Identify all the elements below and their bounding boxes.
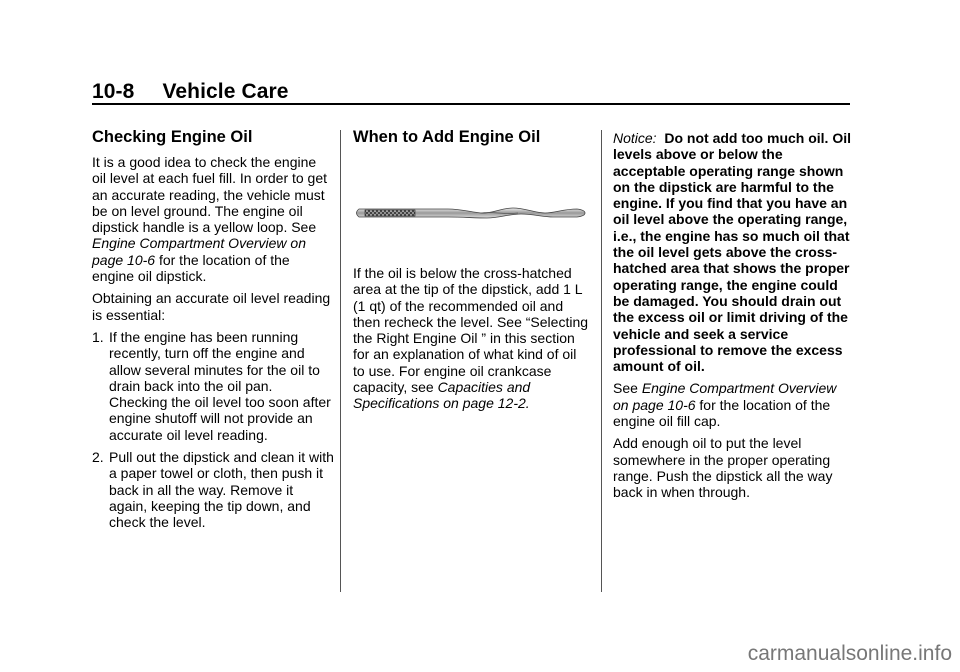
fill-cap-paragraph <box>613 380 853 429</box>
column-divider-2 <box>601 130 602 592</box>
step-text: Pull out the dipstick and clean it with a paper towel or cloth, then push it back in all the way. Remove it again, keeping the tip down, and check the level. <box>109 449 334 531</box>
column-notice <box>613 130 853 507</box>
heading-when-to-add-oil: When to Add Engine Oil <box>353 128 541 146</box>
add-oil-text: If the oil is below the cross-hatched area at the tip of the dipstick, add 1 L (1 qt) of the recommended oil and then recheck the level. See “Selecting the Right Engine Oil ” in this section for an explanation of what kind of oil to use. For engine oil crankcase capacity, see <box>353 265 589 396</box>
intro-paragraph <box>92 154 334 284</box>
section-title: Vehicle Care <box>162 80 289 103</box>
page-header <box>92 80 289 104</box>
step-2 <box>92 449 334 530</box>
fill-cap-tail: for the location of the engine oil fill cap. <box>613 396 831 430</box>
notice-text: Do not add too much oil. Oil levels above or below the acceptable operating range shown on the dipstick are harmful to the engine. If you find that you have an oil level above the operating range, i.e., the engine has so much oil that the oil level gets above the cross-hatched area that shows the proper operating range, the engine could be damaged. You should drain out the excess oil or limit driving of the vehicle and seek a service professional to remove the excess amount of oil. <box>613 130 852 375</box>
notice-paragraph <box>613 130 853 374</box>
cross-reference-engine-compartment-2[interactable]: Engine Compartment Overview on page 10-6 <box>613 380 837 413</box>
fill-cap-lead: See <box>613 380 642 397</box>
intro-text: It is a good idea to check the engine oil level at each fuel fill. In order to get an accurate reading, the vehicle must be on level ground. The engine oil dipstick handle is a yellow loop. See <box>92 154 328 236</box>
dipstick-illustration <box>353 203 587 223</box>
header-rule <box>92 103 850 105</box>
column-divider-1 <box>340 130 341 592</box>
cross-reference-capacities[interactable]: Capacities and Specifications on page 12-2. <box>353 379 531 412</box>
intro-tail: for the location of the engine oil dipstick. <box>92 251 290 285</box>
add-enough-oil-paragraph: Add enough oil to put the level somewhere in the proper operating range. Push the dipstick all the way back in when through. <box>613 435 833 501</box>
step-text: If the engine has been running recently, turn off the engine and allow several minutes for the oil to drain back into the oil pan. Checking the oil level too soon after engine shutoff will not provide an accurate oil level reading. <box>109 328 331 443</box>
step-1 <box>92 329 334 443</box>
accuracy-paragraph: Obtaining an accurate oil level reading is essential: <box>92 290 331 323</box>
notice-label: Notice: <box>613 130 657 146</box>
add-oil-paragraph <box>353 265 591 412</box>
step-number: 1. <box>92 328 104 345</box>
heading-checking-engine-oil: Checking Engine Oil <box>92 128 253 146</box>
cross-reference-engine-compartment[interactable]: Engine Compartment Overview on page 10-6 <box>92 235 306 268</box>
column-when-to-add-oil <box>353 128 591 418</box>
footer-watermark[interactable]: carmanualsonline.info <box>747 642 952 665</box>
step-number: 2. <box>92 449 104 466</box>
column-checking-engine-oil <box>92 128 334 537</box>
page-number: 10-8 <box>92 80 135 103</box>
